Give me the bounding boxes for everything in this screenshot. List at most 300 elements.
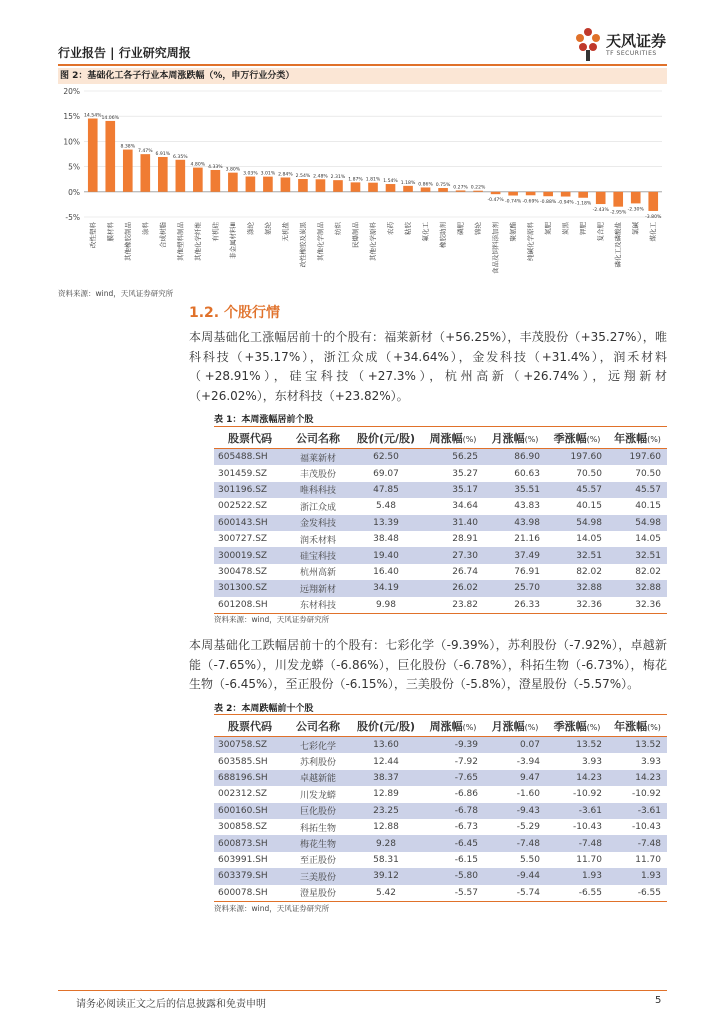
- category-label: 炭黑: [561, 221, 570, 235]
- table-cell: 13.52: [546, 737, 608, 754]
- table-row: [214, 885, 667, 902]
- table-cell: 300858.SZ: [218, 822, 268, 833]
- category-label: 磷肥: [456, 222, 465, 235]
- table-cell: 12.44: [373, 756, 399, 767]
- bar: [648, 192, 658, 211]
- table-cell: -10.92: [572, 789, 602, 800]
- y-tick-label: -5%: [65, 213, 80, 222]
- table-cell: 38.48: [373, 534, 399, 545]
- table-cell: 川发龙蟒: [299, 790, 336, 801]
- table-cell: -3.61: [608, 803, 667, 819]
- table-cell: 19.40: [350, 547, 422, 563]
- table-cell: 600143.SH: [214, 515, 286, 531]
- bar: [368, 183, 378, 192]
- category-label: 氨纶: [263, 222, 272, 235]
- table-cell: 14.23: [608, 770, 667, 786]
- category-label: 粘胶: [404, 222, 413, 235]
- table-row: [214, 597, 667, 614]
- table-cell: 600078.SH: [214, 885, 286, 902]
- table-cell: -6.55: [546, 885, 608, 902]
- table-cell: -3.94: [516, 756, 540, 767]
- table-cell: -6.78: [422, 803, 484, 819]
- data-label: -2.43%: [592, 208, 609, 214]
- table-cell: -3.61: [546, 803, 608, 819]
- bar: [613, 192, 623, 207]
- data-label: 8.38%: [120, 144, 136, 150]
- table-cell: 58.31: [373, 854, 399, 865]
- y-tick-label: 5%: [68, 162, 80, 172]
- data-label: -2.30%: [627, 207, 644, 213]
- table-row: [214, 547, 667, 563]
- table-cell: 54.98: [608, 515, 667, 531]
- col-header-name: 公司名称: [286, 427, 350, 449]
- bar: [578, 192, 588, 198]
- bar: [386, 184, 396, 192]
- table-cell: 远翔新材: [286, 580, 350, 596]
- table-cell: 605488.SH: [214, 449, 286, 466]
- table-cell: 40.15: [576, 501, 602, 512]
- table-cell: -7.48: [484, 835, 546, 851]
- table-cell: -5.74: [484, 885, 546, 902]
- bar: [403, 186, 413, 192]
- data-label: 3.80%: [225, 167, 241, 173]
- losers-table: [214, 714, 667, 902]
- table-cell: 13.52: [608, 737, 667, 754]
- table-cell: 26.74: [452, 566, 478, 577]
- table-row: [214, 564, 667, 580]
- table-cell: 34.19: [350, 580, 422, 596]
- table-cell: 3.93: [640, 756, 661, 767]
- table-cell: 14.05: [576, 534, 602, 545]
- bar: [176, 160, 186, 192]
- table-cell: 62.50: [350, 449, 422, 466]
- bar: [508, 192, 518, 196]
- category-label: 其他橡胶制品: [123, 222, 132, 261]
- bar: [263, 177, 273, 192]
- col-header-year: 年涨幅(%): [608, 715, 667, 737]
- category-label: 钾肥: [579, 222, 588, 235]
- table-cell: 28.91: [452, 534, 478, 545]
- table-header-row: [214, 715, 667, 737]
- table-cell: 金发科技: [286, 515, 350, 531]
- table-cell: 3.93: [581, 756, 602, 767]
- data-label: 2.54%: [295, 173, 311, 179]
- col-header-month: 月涨幅(%): [484, 427, 546, 449]
- paragraph-top-gainers: 本周基础化工涨幅居前十的个股有：福莱新材（+56.25%），丰茂股份（+35.27%），唯科科技（+35.17%），浙江众成（+34.64%），金发科技（+31.4%），润禾材料（+28.91%），硅宝科技（+27.3%），杭州高新（+26.74%），远翔新材（+26.02%），东材科技（+23.82%）。: [189, 330, 667, 403]
- table-cell: 69.07: [373, 468, 399, 479]
- table-cell: 40.15: [635, 501, 661, 512]
- table-cell: 16.40: [373, 566, 399, 577]
- data-label: -1.18%: [575, 201, 592, 207]
- table-cell: 5.50: [519, 854, 540, 865]
- table-row: [214, 531, 667, 547]
- bar: [123, 150, 133, 192]
- table-cell: -10.43: [631, 822, 661, 833]
- table-cell: 0.07: [484, 737, 546, 754]
- table-cell: 35.27: [452, 468, 478, 479]
- table-cell: 603379.SH: [214, 868, 286, 884]
- category-label: 橡胶助剂: [439, 222, 448, 248]
- table-cell: 300019.SZ: [214, 547, 286, 563]
- table-cell: 三美股份: [286, 868, 350, 884]
- table-cell: 301196.SZ: [214, 482, 286, 498]
- bar-chart: [58, 84, 667, 284]
- table-cell: -5.29: [516, 822, 540, 833]
- table-row: [214, 753, 667, 769]
- tf-securities-logo: [572, 26, 672, 62]
- data-label: 3.03%: [243, 171, 258, 177]
- table-cell: -10.43: [572, 822, 602, 833]
- table-cell: 32.88: [546, 580, 608, 596]
- table-cell: 七彩化学: [286, 737, 350, 754]
- category-label: 纯碱化学原料: [526, 222, 535, 261]
- bar: [158, 157, 168, 192]
- bar: [596, 192, 606, 204]
- report-header-title: 行业报告 | 行业研究周报: [58, 46, 191, 60]
- table-cell: 11.70: [576, 854, 602, 865]
- table-cell: 300478.SZ: [218, 566, 268, 577]
- table-row: [214, 803, 667, 819]
- col-header-week: 周涨幅(%): [422, 715, 484, 737]
- data-label: 1.81%: [365, 177, 381, 183]
- table-cell: 32.36: [608, 597, 667, 614]
- table-cell: 14.05: [635, 534, 661, 545]
- section-title: 1.2. 个股行情: [189, 305, 280, 321]
- table-row: [214, 835, 667, 851]
- bar: [438, 188, 448, 192]
- data-label: 2.84%: [278, 172, 293, 178]
- table2-title: 表 2：本周跌幅前十个股: [214, 704, 314, 714]
- table-row: [214, 465, 667, 481]
- data-label: 6.35%: [173, 154, 188, 160]
- col-header-code: 股票代码: [214, 715, 286, 737]
- table-cell: -5.80: [422, 868, 484, 884]
- table-cell: -6.45: [422, 835, 484, 851]
- category-label: 合成树脂: [158, 222, 167, 248]
- figure-title: 图 2：基础化工各子行业本周涨跌幅（%，申万行业分类）: [58, 68, 667, 84]
- category-label: 无机盐: [281, 222, 290, 242]
- table-cell: 23.25: [350, 803, 422, 819]
- table-row: [214, 819, 667, 835]
- table-cell: 39.12: [350, 868, 422, 884]
- table-cell: -6.73: [454, 822, 478, 833]
- table-cell: -7.48: [546, 835, 608, 851]
- bar: [421, 187, 431, 191]
- y-tick-label: 0%: [68, 187, 80, 197]
- bar: [473, 191, 483, 192]
- bar: [228, 173, 238, 192]
- table-row: [214, 498, 667, 514]
- table-row: [214, 852, 667, 868]
- table-cell: 76.91: [514, 566, 540, 577]
- table-cell: 12.88: [373, 822, 399, 833]
- category-label: 氯碱: [631, 222, 640, 235]
- table-cell: 32.51: [546, 547, 608, 563]
- col-header-year: 年涨幅(%): [608, 427, 667, 449]
- bar: [246, 177, 256, 192]
- logo-text-en: TF SECURITIES: [606, 50, 657, 57]
- table-cell: 14.23: [546, 770, 608, 786]
- table-cell: -9.44: [484, 868, 546, 884]
- category-label: 复合肥: [596, 222, 605, 242]
- table-cell: 600160.SH: [214, 803, 286, 819]
- header-divider: [58, 64, 667, 66]
- figure-source: 资料来源：wind，天风证券研究所: [58, 289, 174, 298]
- table-cell: 唯科科技: [286, 482, 350, 498]
- category-label: 锦纶: [474, 222, 483, 235]
- table-row: [214, 770, 667, 786]
- bar: [456, 190, 466, 191]
- col-header-price: 股价(元/股): [350, 715, 422, 737]
- logo-text-cn: 天风证券: [606, 32, 667, 50]
- table-cell: -5.57: [422, 885, 484, 902]
- table-cell: 197.60: [546, 449, 608, 466]
- bar: [211, 170, 221, 192]
- table-row: [214, 482, 667, 498]
- table-cell: 科拓生物: [299, 823, 336, 834]
- data-label: 6.91%: [155, 151, 171, 157]
- bar: [88, 119, 98, 192]
- bar: [351, 182, 361, 191]
- table-cell: 31.40: [422, 515, 484, 531]
- table-cell: 澄星股份: [286, 885, 350, 902]
- category-label: 有机硅: [211, 222, 220, 242]
- table-cell: 13.60: [350, 737, 422, 754]
- category-label: 改性橡胶及炭黑: [298, 222, 307, 268]
- category-label: 其他化学原料: [369, 222, 377, 261]
- category-label: 纺织: [333, 222, 342, 235]
- table-cell: -1.60: [516, 789, 540, 800]
- bar: [105, 121, 115, 192]
- table-cell: 47.85: [350, 482, 422, 498]
- table-cell: 21.16: [514, 534, 540, 545]
- table-cell: 300758.SZ: [214, 737, 286, 754]
- table-cell: 70.50: [635, 468, 661, 479]
- table-header-row: [214, 427, 667, 449]
- bar: [631, 192, 641, 204]
- table-cell: 9.28: [350, 835, 422, 851]
- data-label: 3.01%: [260, 171, 276, 177]
- table-cell: 25.70: [484, 580, 546, 596]
- table-cell: 至正股份: [299, 856, 336, 867]
- category-label: 膜材料: [106, 222, 115, 242]
- bar: [543, 192, 553, 196]
- table-cell: 35.51: [484, 482, 546, 498]
- category-label: 改性塑料: [88, 222, 97, 248]
- col-header-quarter: 季涨幅(%): [546, 715, 608, 737]
- data-label: -0.94%: [557, 200, 574, 206]
- category-label: 煤化工: [649, 222, 658, 242]
- table-cell: 26.02: [422, 580, 484, 596]
- data-label: 1.87%: [348, 177, 363, 183]
- page-number: 5: [655, 995, 662, 1006]
- table-cell: 82.02: [635, 566, 661, 577]
- table-cell: -7.92: [454, 756, 478, 767]
- table-cell: 27.30: [422, 547, 484, 563]
- bar: [281, 177, 291, 191]
- table-cell: 86.90: [484, 449, 546, 466]
- table-cell: 37.49: [484, 547, 546, 563]
- bar: [561, 192, 571, 197]
- table-cell: 601208.SH: [214, 597, 286, 614]
- col-header-week: 周涨幅(%): [422, 427, 484, 449]
- category-label: 氟化工: [421, 222, 430, 242]
- table-cell: 82.02: [576, 566, 602, 577]
- gainers-table: [214, 426, 667, 614]
- table-cell: 1.93: [608, 868, 667, 884]
- data-label: 4.33%: [208, 164, 223, 170]
- col-header-code: 股票代码: [214, 427, 286, 449]
- table-cell: 301300.SZ: [214, 580, 286, 596]
- table-cell: 巨化股份: [286, 803, 350, 819]
- table-cell: 5.42: [350, 885, 422, 902]
- data-label: 0.27%: [453, 185, 468, 191]
- table-cell: 002522.SZ: [218, 501, 268, 512]
- category-label: 其他塑料制品: [176, 222, 185, 261]
- table-cell: 32.36: [546, 597, 608, 614]
- table-cell: 1.93: [546, 868, 608, 884]
- data-label: 1.18%: [400, 180, 416, 186]
- category-label: 食品及饲料添加剂: [491, 222, 500, 274]
- table-cell: 70.50: [576, 468, 602, 479]
- category-label: 其他化学纤维: [193, 222, 202, 261]
- table-row: [214, 580, 667, 596]
- col-header-quarter: 季涨幅(%): [546, 427, 608, 449]
- table-cell: 硅宝科技: [286, 547, 350, 563]
- data-label: -0.74%: [504, 199, 522, 205]
- col-header-month: 月涨幅(%): [484, 715, 546, 737]
- bar: [193, 168, 203, 192]
- logo-flower-icon: [572, 26, 606, 62]
- table-cell: 600873.SH: [214, 835, 286, 851]
- category-label: 民爆制品: [351, 222, 360, 248]
- table-cell: 60.63: [514, 468, 540, 479]
- footer-disclaimer: 请务必阅读正文之后的信息披露和免责申明: [76, 999, 266, 1010]
- table-cell: 杭州高新: [299, 568, 336, 579]
- category-label: 农药: [386, 222, 395, 235]
- table-cell: 卓越新能: [286, 770, 350, 786]
- bar: [491, 192, 501, 194]
- table-cell: -6.86: [454, 789, 478, 800]
- data-label: -0.47%: [487, 198, 504, 204]
- table-cell: -6.55: [608, 885, 667, 902]
- y-tick-label: 10%: [63, 137, 80, 147]
- category-label: 其他化学制品: [316, 222, 325, 261]
- data-label: -0.88%: [540, 200, 557, 206]
- table1-source: 资料来源：wind，天风证券研究所: [214, 615, 330, 624]
- table-cell: 苏利股份: [299, 758, 336, 769]
- table-cell: 688196.SH: [214, 770, 286, 786]
- chart-svg: [58, 84, 667, 284]
- table-cell: -10.92: [631, 789, 661, 800]
- data-label: 4.80%: [190, 162, 206, 168]
- category-label: 非金属材料Ⅲ: [228, 222, 237, 259]
- bar: [316, 179, 326, 191]
- data-label: -2.95%: [610, 210, 627, 216]
- data-label: 0.22%: [470, 185, 486, 191]
- footer-divider: [58, 990, 667, 991]
- category-label: 涤纶: [246, 222, 255, 235]
- table-row: [214, 868, 667, 884]
- col-header-price: 股价(元/股): [350, 427, 422, 449]
- table-cell: 54.98: [546, 515, 608, 531]
- data-label: -0.69%: [522, 199, 539, 205]
- table-row: [214, 449, 667, 466]
- data-label: 1.54%: [383, 179, 398, 185]
- table-cell: 东材科技: [286, 597, 350, 614]
- table-cell: 38.37: [350, 770, 422, 786]
- table-cell: 13.39: [350, 515, 422, 531]
- data-label: 0.75%: [435, 183, 451, 189]
- table-cell: 300727.SZ: [218, 534, 268, 545]
- table-cell: 福莱新材: [286, 449, 350, 466]
- bar: [298, 179, 308, 192]
- category-label: 磷化工及磷酸盐: [614, 222, 623, 268]
- table-cell: -7.48: [608, 835, 667, 851]
- data-label: 14.06%: [101, 115, 120, 121]
- table-cell: 23.82: [422, 597, 484, 614]
- table-row: [214, 737, 667, 754]
- category-label: 氮肥: [544, 222, 553, 235]
- table-cell: 002312.SZ: [218, 789, 268, 800]
- table-cell: 45.57: [546, 482, 608, 498]
- table-cell: 43.83: [514, 501, 540, 512]
- table1-title: 表 1：本周涨幅居前个股: [214, 415, 314, 425]
- bar: [333, 180, 343, 192]
- table-row: [214, 786, 667, 802]
- table-cell: -9.43: [484, 803, 546, 819]
- table-cell: 45.57: [608, 482, 667, 498]
- table-cell: 浙江众成: [299, 502, 336, 513]
- bar: [526, 192, 536, 195]
- table-cell: 12.89: [373, 789, 399, 800]
- data-label: 0.86%: [418, 182, 433, 188]
- table-cell: 603991.SH: [218, 854, 268, 865]
- table-cell: 9.98: [350, 597, 422, 614]
- table-cell: 43.98: [484, 515, 546, 531]
- table-cell: 301459.SZ: [218, 468, 268, 479]
- table-cell: 35.17: [422, 482, 484, 498]
- table-cell: 润禾材料: [299, 535, 336, 546]
- data-label: 7.47%: [138, 149, 153, 155]
- table-cell: 32.51: [608, 547, 667, 563]
- y-tick-label: 20%: [63, 87, 80, 96]
- table-cell: 梅花生物: [286, 835, 350, 851]
- table-cell: 11.70: [635, 854, 661, 865]
- table-cell: -9.39: [422, 737, 484, 754]
- table-cell: 197.60: [608, 449, 667, 466]
- table-cell: 32.88: [608, 580, 667, 596]
- col-header-name: 公司名称: [286, 715, 350, 737]
- table-cell: 丰茂股份: [299, 470, 336, 481]
- table-cell: 56.25: [422, 449, 484, 466]
- data-label: 2.48%: [313, 174, 328, 180]
- table-cell: 26.33: [484, 597, 546, 614]
- bar: [140, 154, 150, 192]
- table2-source: 资料来源：wind，天风证券研究所: [214, 904, 330, 913]
- y-tick-label: 15%: [63, 112, 80, 122]
- category-label: 涂料: [141, 222, 150, 235]
- table-cell: 603585.SH: [218, 756, 268, 767]
- data-label: 2.31%: [330, 175, 346, 181]
- data-label: 14.54%: [83, 113, 102, 119]
- table-cell: -7.65: [422, 770, 484, 786]
- table-cell: 5.48: [375, 501, 397, 512]
- table-cell: 9.47: [484, 770, 546, 786]
- data-label: -3.80%: [645, 214, 662, 220]
- table-row: [214, 515, 667, 531]
- category-label: 聚氨酯: [509, 222, 518, 242]
